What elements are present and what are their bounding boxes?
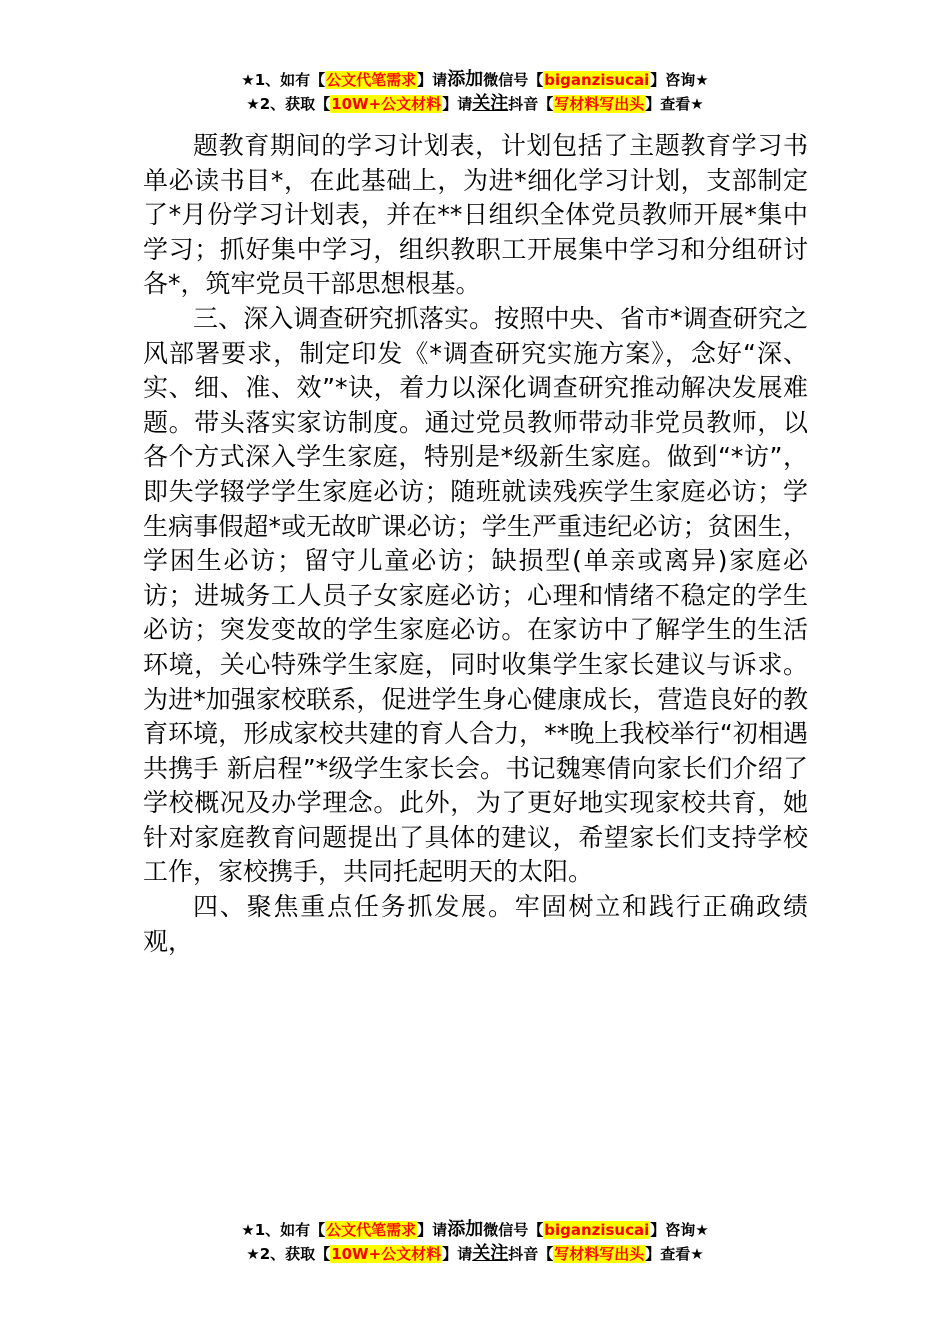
banner-text: 】查看★ [645,1245,704,1263]
banner-emphasis: 关注 [472,1243,509,1264]
banner-highlight: 写材料写出头 [554,1245,645,1263]
banner-line-2 [0,1242,950,1266]
banner-text: 抖音【 [508,95,554,113]
banner-text: 】查看★ [645,95,704,113]
banner-line-1 [0,68,950,92]
banner-emphasis: 关注 [472,93,509,114]
banner-text: 】请 [442,1245,473,1263]
document-body [143,129,808,959]
banner-text: ★2、获取【 [246,1245,331,1263]
banner-text: ★1、如有【 [241,1221,326,1239]
banner-highlight: biganzisucai [544,71,650,89]
banner-emphasis: 添加 [447,69,484,90]
banner-text: 微信号【 [483,1221,544,1239]
banner-line-2 [0,92,950,116]
banner-highlight: 10W+公文材料 [331,1245,442,1263]
banner-text: ★2、获取【 [246,95,331,113]
banner-highlight: 公文代笔需求 [326,1221,417,1239]
banner-text: 】请 [417,71,448,89]
banner-text: 】咨询★ [650,1221,709,1239]
paragraph: 三、深入调查研究抓落实。按照中央、省市*调查研究之风部署要求，制定印发《*调查研究实施方案》，念好“深、实、细、准、效”*诀，着力以深化调查研究推动解决发展难题。带头落实家访制度。通过党员教师带动非党员教师，以各个方式深入学生家庭，特别是*级新生家庭。做到“*访”，即失学辍学学生家庭必访；随班就读残疾学生家庭必访；学生病事假超*或无故旷课必访；学生严重违纪必访；贫困生，学困生必访；留守儿童必访；缺损型(单亲或离异)家庭必访；进城务工人员子女家庭必访；心理和情绪不稳定的学生必访；突发变故的学生家庭必访。在家访中了解学生的生活环境，关心特殊学生家庭，同时收集学生家长建议与诉求。为进*加强家校联系，促进学生身心健康成长，营造良好的教育环境，形成家校共建的育人合力，**晚上我校举行“初相遇 共携手 新启程”*级学生家长会。书记魏寒倩向家长们介绍了学校概况及办学理念。此外，为了更好地实现家校共育，她针对家庭教育问题提出了具体的建议，希望家长们支持学校工作，家校携手，共同托起明天的太阳。 [143,303,808,887]
banner-highlight: 10W+公文材料 [331,95,442,113]
banner-highlight: 写材料写出头 [554,95,645,113]
banner-highlight: 公文代笔需求 [326,71,417,89]
paragraph: 题教育期间的学习计划表，计划包括了主题教育学习书单必读书目*，在此基础上，为进*细化学习计划，支部制定了*月份学习计划表，并在**日组织全体党员教师开展*集中学习；抓好集中学习，组织教职工开展集中学习和分组研讨各*，筑牢党员干部思想根基。 [143,131,808,299]
banner-text: ★1、如有【 [241,71,326,89]
banner-text: 微信号【 [483,71,544,89]
banner-highlight: biganzisucai [544,1221,650,1239]
banner-text: 】请 [442,95,473,113]
banner-text: 抖音【 [508,1245,554,1263]
banner-text: 】请 [417,1221,448,1239]
banner-text: 】咨询★ [650,71,709,89]
banner-line-1 [0,1218,950,1242]
footer-banner [0,1218,950,1266]
paragraph: 四、聚焦重点任务抓发展。牢固树立和践行正确政绩观， [143,892,808,956]
header-banner [0,68,950,116]
banner-emphasis: 添加 [447,1219,484,1240]
